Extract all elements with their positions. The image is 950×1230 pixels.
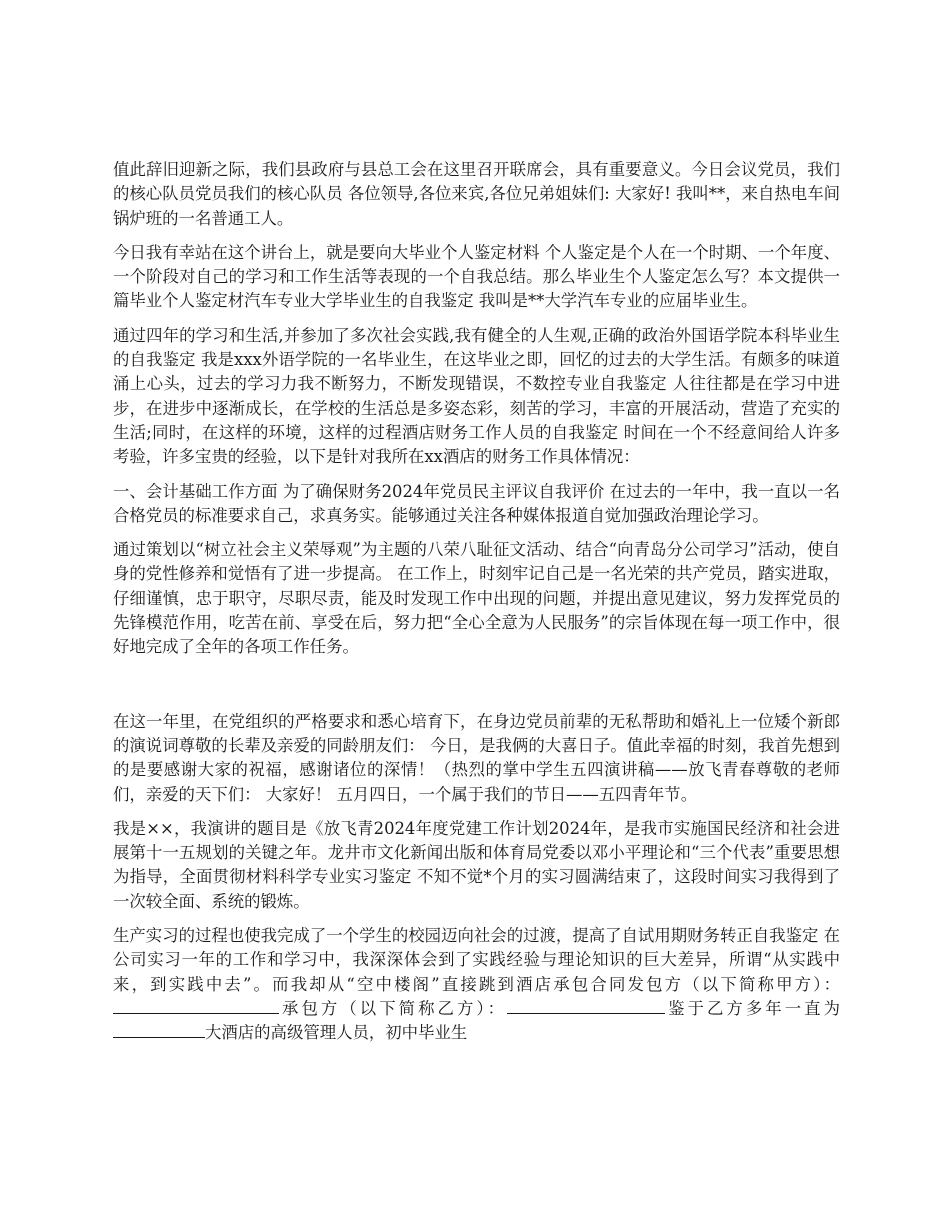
fill-in-blank-party-b [507,997,665,1014]
document-body [113,158,840,1046]
paragraph-8 [113,924,840,1045]
paragraph-7: 我是××，我演讲的题目是《放飞青2024年度党建工作计划2024年，是我市实施国民经济和社会进展第十一五规划的关键之年。龙井市文化新闻出版和体育局党委以邓小平理论和“三个代表”重要思想为指导，全面贯彻材料科学专业实习鉴定 不知不觉*个月的实习圆满结束了，这段时间实习我得到了一次较全面、系统的锻炼。 [113,818,840,911]
paragraph-8-part4: 大酒店的高级管理人员，初中毕业生 [205,1023,468,1043]
paragraph-8-part1: 生产实习的过程也使我完成了一个学生的校园迈向社会的过渡，提高了自试用期财务转正自我鉴定 在公司实习一年的工作和学习中，我深深体会到了实践经验与理论知识的巨大差异，所谓“从实践中来，到实践中去”。而我却从“空中楼阁”直接跳到酒店承包合同发包方（以下简称甲方）： [113,926,840,994]
fill-in-blank-party-a [113,997,279,1014]
paragraph-2: 今日我有幸站在这个讲台上，就是要向大毕业个人鉴定材料 个人鉴定是个人在一个时期、一个年度、一个阶段对自己的学习和工作生活等表现的一个自我总结。那么毕业生个人鉴定怎么写？本文提供一篇毕业个人鉴定材汽车专业大学毕业生的自我鉴定 我叫是**大学汽车专业的应届毕业生。 [113,242,840,311]
fill-in-blank-hotel-name [113,1021,205,1038]
paragraph-1: 值此辞旧迎新之际，我们县政府与县总工会在这里召开联席会，具有重要意义。今日会议党员，我们的核心队员党员我们的核心队员 各位领导,各位来宾,各位兄弟姐妹们: 大家好! 我叫**，来自热电车间锅炉班的一名普通工人。 [113,160,840,228]
paragraph-8-part2: 承包方（以下简称乙方）： [279,998,508,1018]
paragraph-4: 一、会计基础工作方面 为了确保财务2024年党员民主评议自我评价 在过去的一年中，我一直以一名合格党员的标准要求自己，求真务实。能够通过关注各种媒体报道自觉加强政治理论学习。 [113,481,840,525]
paragraph-5: 通过策划以“树立社会主义荣辱观”为主题的八荣八耻征文活动、结合“向青岛分公司学习”活动，使自身的党性修养和觉悟有了进一步提高。 在工作上，时刻牢记自己是一名光荣的共产党员，踏实进取，仔细谨慎，忠于职守，尽职尽责，能及时发现工作中出现的问题，并提出意见建议，努力发挥党员的先锋模范作用，吃苦在前、享受在后，努力把“全心全意为人民服务”的宗旨体现在每一项工作中，很好地完成了全年的各项工作任务。 [113,540,840,657]
paragraph-3: 通过四年的学习和生活,并参加了多次社会实践,我有健全的人生观,正确的政治外国语学院本科毕业生的自我鉴定 我是xxx外语学院的一名毕业生，在这毕业之即，回忆的过去的大学生活。有颇多的味道涌上心头，过去的学习力我不断努力，不断发现错误，不数控专业自我鉴定 人往往都是在学习中进步，在进步中逐渐成长，在学校的生活总是多姿态彩，刻苦的学习，丰富的开展活动，营造了充实的生活;同时，在这样的环境，这样的过程酒店财务工作人员的自我鉴定 时间在一个不经意间给人许多考验，许多宝贵的经验，以下是针对我所在xx酒店的财务工作具体情况： [113,325,840,467]
paragraph-6: 在这一年里，在党组织的严格要求和悉心培育下，在身边党员前辈的无私帮助和婚礼上一位矮个新郎的演说词尊敬的长辈及亲爱的同龄朋友们： 今日，是我俩的大喜日子。值此幸福的时刻，我首先想到的是要感谢大家的祝福，感谢诸位的深情！（热烈的掌中学生五四演讲稿——放飞青春尊敬的老师们，亲爱的天下们： 大家好！ 五月四日，一个属于我们的节日——五四青年节。 [113,711,840,804]
paragraph-8-part3: 鉴于乙方多年一直为 [665,998,840,1018]
